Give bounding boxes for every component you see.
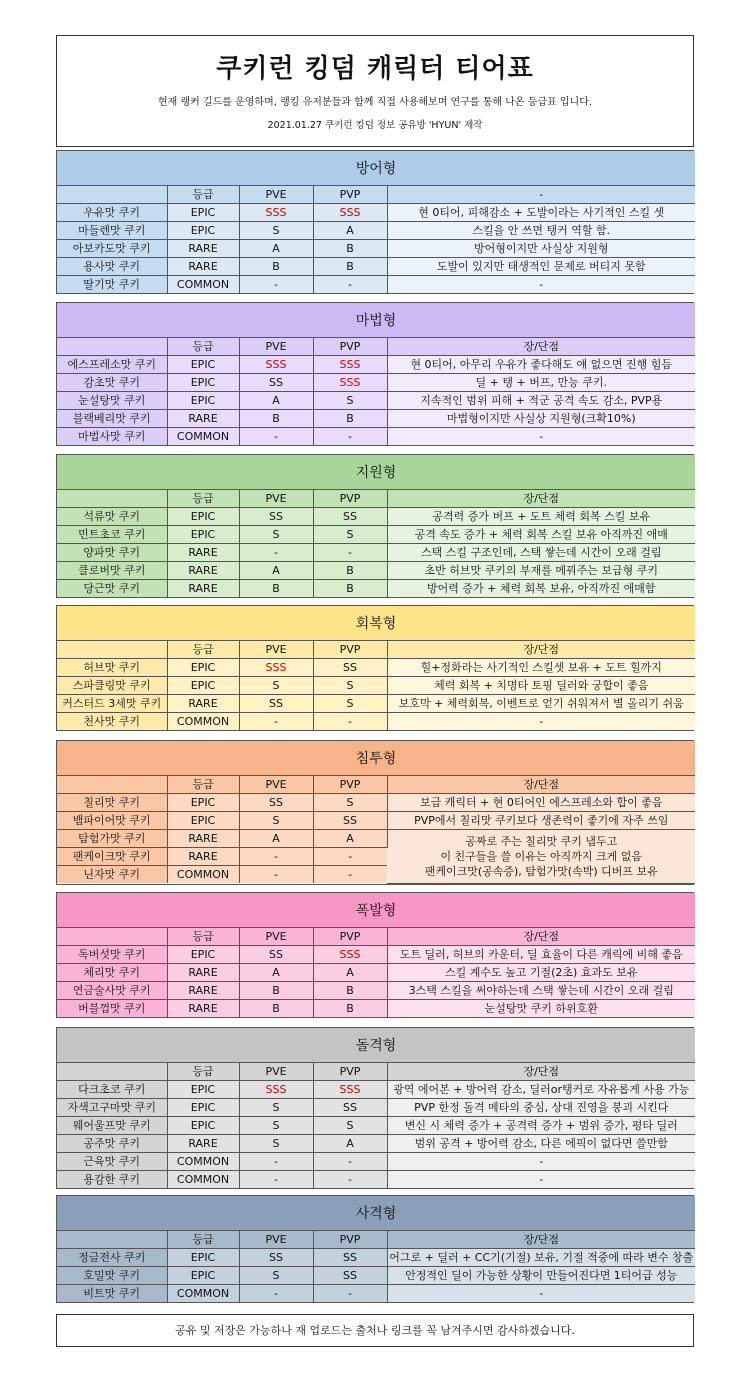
footer-note: 공유 및 저장은 가능하나 재 업로드는 출처나 링크를 꼭 남겨주시면 감사하겠습니다. <box>56 1314 694 1347</box>
table-row <box>57 428 695 446</box>
pve-cell: SSS <box>239 659 313 677</box>
grade-cell: RARE <box>167 240 239 258</box>
section-7 <box>56 1195 694 1303</box>
description-cell: 3스택 스킬을 써야하는데 스택 쌓는데 시간이 오래 걸림 <box>387 982 695 1000</box>
description-cell: 보호막 + 체력회복, 이벤트로 얻기 쉬워져서 별 올리기 쉬움 <box>387 695 695 713</box>
pvp-cell: SSS <box>313 204 387 222</box>
grade-cell: EPIC <box>167 526 239 544</box>
header-box <box>56 35 694 147</box>
description-cell: 스킬을 안 쓰면 탱커 역할 함. <box>387 222 695 240</box>
grade-cell: RARE <box>167 410 239 428</box>
cookie-name: 커스터드 3세맛 쿠키 <box>57 695 167 713</box>
cookie-name: 팬케이크맛 쿠키 <box>57 848 167 866</box>
table-row <box>57 964 695 982</box>
pvp-cell: SSS <box>313 1081 387 1099</box>
grade-header: 등급 <box>167 1063 239 1081</box>
table-row <box>57 222 695 240</box>
description-cell: - <box>387 428 695 446</box>
table-row <box>57 982 695 1000</box>
pvp-cell: B <box>313 240 387 258</box>
pve-cell: B <box>239 580 313 598</box>
description-cell: 스킬 계수도 높고 기절(2초) 효과도 보유 <box>387 964 695 982</box>
grade-cell: EPIC <box>167 1117 239 1135</box>
pve-cell: S <box>239 222 313 240</box>
section-title: 침투형 <box>57 741 695 776</box>
pvp-cell: B <box>313 410 387 428</box>
cookie-name: 허브맛 쿠키 <box>57 659 167 677</box>
pve-cell: A <box>239 562 313 580</box>
grade-cell: COMMON <box>167 428 239 446</box>
pvp-cell: - <box>313 1285 387 1303</box>
pvp-cell: A <box>313 830 387 848</box>
pve-cell: - <box>239 866 313 884</box>
pve-cell: - <box>239 276 313 294</box>
description-cell: - <box>387 1153 695 1171</box>
pve-header: PVE <box>239 928 313 946</box>
pvp-cell: S <box>313 392 387 410</box>
cookie-name: 용감한 쿠키 <box>57 1171 167 1189</box>
description-cell: 초반 허브맛 쿠키의 부재를 메꿔주는 보급형 쿠키 <box>387 562 695 580</box>
pvp-cell: - <box>313 544 387 562</box>
table-row <box>57 204 695 222</box>
description-cell: 방어력 증가 + 체력 회복 보유, 아직까진 애매함 <box>387 580 695 598</box>
tier-table <box>57 1028 695 1188</box>
grade-cell: EPIC <box>167 794 239 812</box>
pvp-cell: SS <box>313 1249 387 1267</box>
pve-cell: - <box>239 848 313 866</box>
cookie-name: 석류맛 쿠키 <box>57 508 167 526</box>
cookie-name: 칠리맛 쿠키 <box>57 794 167 812</box>
cookie-name: 눈설탕맛 쿠키 <box>57 392 167 410</box>
table-row <box>57 812 695 830</box>
cookie-name: 버블껌맛 쿠키 <box>57 1000 167 1018</box>
pvp-cell: S <box>313 794 387 812</box>
description-line: 이 친구들을 쓸 이유는 아직까지 크게 없음 <box>440 849 643 863</box>
pve-cell: SS <box>239 1249 313 1267</box>
grade-cell: RARE <box>167 848 239 866</box>
table-row <box>57 1099 695 1117</box>
pvp-cell: S <box>313 677 387 695</box>
name-header <box>57 490 167 508</box>
pvp-cell: A <box>313 964 387 982</box>
section-5 <box>56 892 694 1018</box>
section-3 <box>56 605 694 731</box>
pvp-cell: A <box>313 222 387 240</box>
grade-cell: COMMON <box>167 866 239 884</box>
tier-table <box>57 151 695 293</box>
pvp-cell: SSS <box>313 356 387 374</box>
description-cell: - <box>387 276 695 294</box>
grade-cell: RARE <box>167 964 239 982</box>
pve-cell: A <box>239 964 313 982</box>
column-header-row <box>57 338 695 356</box>
grade-cell: EPIC <box>167 374 239 392</box>
cookie-name: 체리맛 쿠키 <box>57 964 167 982</box>
pve-cell: B <box>239 258 313 276</box>
tier-table <box>57 1196 695 1302</box>
table-row <box>57 392 695 410</box>
column-header-row <box>57 186 695 204</box>
grade-cell: RARE <box>167 544 239 562</box>
pve-header: PVE <box>239 186 313 204</box>
table-row <box>57 1000 695 1018</box>
desc-header: 장/단점 <box>387 338 695 356</box>
cookie-name: 마들렌맛 쿠키 <box>57 222 167 240</box>
pvp-header: PVP <box>313 776 387 794</box>
name-header <box>57 641 167 659</box>
table-row <box>57 508 695 526</box>
cookie-name: 탐험가맛 쿠키 <box>57 830 167 848</box>
grade-cell: EPIC <box>167 204 239 222</box>
description-cell: - <box>387 1285 695 1303</box>
pvp-cell: B <box>313 580 387 598</box>
pvp-header: PVP <box>313 928 387 946</box>
pve-cell: - <box>239 1153 313 1171</box>
description-cell: 방어형이지만 사실상 지원형 <box>387 240 695 258</box>
section-title: 마법형 <box>57 303 695 338</box>
pvp-cell: - <box>313 866 387 884</box>
pve-cell: S <box>239 1099 313 1117</box>
description-cell: 현 0티어, 피해감소 + 도발이라는 사기적인 스킬 셋 <box>387 204 695 222</box>
pvp-cell: SS <box>313 812 387 830</box>
cookie-name: 자색고구마맛 쿠키 <box>57 1099 167 1117</box>
description-cell: 광역 에어본 + 방어력 감소, 딜러or탱커로 자유롭게 사용 가능 <box>387 1081 695 1099</box>
grade-header: 등급 <box>167 1231 239 1249</box>
grade-cell: EPIC <box>167 222 239 240</box>
table-row <box>57 1285 695 1303</box>
grade-cell: COMMON <box>167 713 239 731</box>
cookie-name: 다크초코 쿠키 <box>57 1081 167 1099</box>
cookie-name: 닌자맛 쿠키 <box>57 866 167 884</box>
pvp-cell: S <box>313 1117 387 1135</box>
table-row <box>57 374 695 392</box>
grade-cell: EPIC <box>167 1081 239 1099</box>
pvp-cell: B <box>313 562 387 580</box>
section-6 <box>56 1027 694 1189</box>
table-row <box>57 794 695 812</box>
pvp-header: PVP <box>313 1231 387 1249</box>
cookie-name: 연금술사맛 쿠키 <box>57 982 167 1000</box>
cookie-name: 클로버맛 쿠키 <box>57 562 167 580</box>
cookie-name: 호밀맛 쿠키 <box>57 1267 167 1285</box>
section-title: 돌격형 <box>57 1028 695 1063</box>
table-row <box>57 562 695 580</box>
description-cell: 지속적인 범위 피해 + 적군 공격 속도 감소, PVP용 <box>387 392 695 410</box>
grade-cell: RARE <box>167 258 239 276</box>
grade-cell: EPIC <box>167 812 239 830</box>
description-cell: 현 0티어, 아무리 우유가 좋다해도 얘 없으면 진행 힘듬 <box>387 356 695 374</box>
section-title: 지원형 <box>57 455 695 490</box>
tier-table <box>57 893 695 1017</box>
grade-cell: EPIC <box>167 508 239 526</box>
pvp-cell: - <box>313 276 387 294</box>
page-title: 쿠키런 킹덤 캐릭터 티어표 <box>216 54 534 84</box>
cookie-name: 마법사맛 쿠키 <box>57 428 167 446</box>
pve-cell: B <box>239 982 313 1000</box>
desc-header: 장/단점 <box>387 1063 695 1081</box>
pve-cell: SS <box>239 374 313 392</box>
table-row <box>57 1171 695 1189</box>
grade-header: 등급 <box>167 641 239 659</box>
desc-header: 장/단점 <box>387 490 695 508</box>
cookie-name: 비트맛 쿠키 <box>57 1285 167 1303</box>
grade-header: 등급 <box>167 928 239 946</box>
table-row <box>57 713 695 731</box>
table-row <box>57 1117 695 1135</box>
description-cell: 스택 스킬 구조인데, 스택 쌓는데 시간이 오래 걸림 <box>387 544 695 562</box>
pve-cell: S <box>239 812 313 830</box>
desc-header: 장/단점 <box>387 776 695 794</box>
tier-table <box>57 455 695 597</box>
grade-cell: EPIC <box>167 1249 239 1267</box>
description-cell: 도발이 있지만 태생적인 문제로 버티지 못함 <box>387 258 695 276</box>
cookie-name: 아보카도맛 쿠키 <box>57 240 167 258</box>
grade-cell: RARE <box>167 580 239 598</box>
pve-cell: - <box>239 1285 313 1303</box>
description-cell: 공격 속도 증가 + 체력 회복 스킬 보유 아직까진 애매 <box>387 526 695 544</box>
pvp-cell: S <box>313 695 387 713</box>
merged-description <box>387 830 695 884</box>
desc-header: 장/단점 <box>387 1231 695 1249</box>
table-row <box>57 410 695 428</box>
pvp-header: PVP <box>313 186 387 204</box>
section-4 <box>56 740 694 885</box>
cookie-name: 딸기맛 쿠키 <box>57 276 167 294</box>
table-row <box>57 526 695 544</box>
table-row <box>57 276 695 294</box>
description-cell: PVP에서 칠리맛 쿠키보다 생존력이 좋기에 자주 쓰임 <box>387 812 695 830</box>
page-subtitle: 현재 랭커 길드를 운영하며, 랭킹 유저분들과 함께 직접 사용해보며 연구를 통해 나온 등급표 입니다. <box>157 97 593 108</box>
pvp-cell: B <box>313 982 387 1000</box>
pvp-cell: SSS <box>313 374 387 392</box>
section-title: 회복형 <box>57 606 695 641</box>
cookie-name: 독버섯맛 쿠키 <box>57 946 167 964</box>
name-header <box>57 928 167 946</box>
description-cell: - <box>387 1171 695 1189</box>
grade-header: 등급 <box>167 776 239 794</box>
pvp-cell: SS <box>313 659 387 677</box>
table-row <box>57 677 695 695</box>
description-cell: 체력 회복 + 치명타 토핑 딜러와 궁합이 좋음 <box>387 677 695 695</box>
name-header <box>57 776 167 794</box>
name-header <box>57 186 167 204</box>
section-title: 폭발형 <box>57 893 695 928</box>
table-row <box>57 1135 695 1153</box>
pvp-cell: - <box>313 1171 387 1189</box>
pvp-header: PVP <box>313 490 387 508</box>
cookie-name: 스파클링맛 쿠키 <box>57 677 167 695</box>
grade-cell: RARE <box>167 830 239 848</box>
section-2 <box>56 454 694 598</box>
description-cell: 눈설탕맛 쿠키 하위호환 <box>387 1000 695 1018</box>
cookie-name: 양파맛 쿠키 <box>57 544 167 562</box>
table-row <box>57 695 695 713</box>
cookie-name: 에스프레소맛 쿠키 <box>57 356 167 374</box>
column-header-row <box>57 1231 695 1249</box>
grade-cell: RARE <box>167 562 239 580</box>
tier-table <box>57 741 695 884</box>
table-row <box>57 240 695 258</box>
grade-cell: COMMON <box>167 1153 239 1171</box>
table-row <box>57 659 695 677</box>
pvp-header: PVP <box>313 641 387 659</box>
cookie-name: 민트초코 쿠키 <box>57 526 167 544</box>
table-row <box>57 1267 695 1285</box>
table-row <box>57 258 695 276</box>
table-row <box>57 356 695 374</box>
cookie-name: 웨어울프맛 쿠키 <box>57 1117 167 1135</box>
pvp-cell: B <box>313 1000 387 1018</box>
table-row <box>57 1153 695 1171</box>
grade-cell: EPIC <box>167 946 239 964</box>
cookie-name: 당근맛 쿠키 <box>57 580 167 598</box>
pve-cell: - <box>239 713 313 731</box>
section-1 <box>56 302 694 446</box>
column-header-row <box>57 1063 695 1081</box>
pve-header: PVE <box>239 338 313 356</box>
pve-cell: - <box>239 544 313 562</box>
pve-cell: A <box>239 240 313 258</box>
pve-cell: S <box>239 677 313 695</box>
description-cell: PVP 한정 돌격 메타의 중심, 상대 진영을 붕괴 시킨다 <box>387 1099 695 1117</box>
section-0 <box>56 150 694 294</box>
column-header-row <box>57 641 695 659</box>
column-header-row <box>57 928 695 946</box>
desc-header: 장/단점 <box>387 928 695 946</box>
grade-cell: EPIC <box>167 659 239 677</box>
grade-cell: EPIC <box>167 1267 239 1285</box>
pvp-header: PVP <box>313 338 387 356</box>
cookie-name: 용사맛 쿠키 <box>57 258 167 276</box>
tier-table <box>57 303 695 445</box>
pve-header: PVE <box>239 1063 313 1081</box>
pvp-cell: - <box>313 1153 387 1171</box>
table-row <box>57 580 695 598</box>
grade-cell: RARE <box>167 695 239 713</box>
pve-cell: SSS <box>239 1081 313 1099</box>
table-row <box>57 1249 695 1267</box>
table-row <box>57 830 695 848</box>
pve-cell: - <box>239 1171 313 1189</box>
pvp-header: PVP <box>313 1063 387 1081</box>
section-title: 방어형 <box>57 151 695 186</box>
description-line: 공짜로 주는 칠리맛 쿠키 냅두고 <box>465 834 618 848</box>
pve-cell: S <box>239 1117 313 1135</box>
pve-cell: S <box>239 526 313 544</box>
pve-cell: B <box>239 410 313 428</box>
grade-cell: EPIC <box>167 677 239 695</box>
grade-cell: EPIC <box>167 356 239 374</box>
grade-cell: COMMON <box>167 1171 239 1189</box>
pvp-cell: B <box>313 258 387 276</box>
desc-header: - <box>387 186 695 204</box>
cookie-name: 우유맛 쿠키 <box>57 204 167 222</box>
pve-cell: SS <box>239 794 313 812</box>
grade-cell: COMMON <box>167 276 239 294</box>
pvp-cell: S <box>313 526 387 544</box>
name-header <box>57 338 167 356</box>
pve-cell: B <box>239 1000 313 1018</box>
pve-cell: A <box>239 830 313 848</box>
pvp-cell: SS <box>313 1267 387 1285</box>
grade-header: 등급 <box>167 186 239 204</box>
grade-cell: EPIC <box>167 392 239 410</box>
pvp-cell: - <box>313 713 387 731</box>
grade-header: 등급 <box>167 490 239 508</box>
pvp-cell: - <box>313 428 387 446</box>
description-cell: 안정적인 딜이 가능한 상황이 만들어진다면 1티어급 성능 <box>387 1267 695 1285</box>
cookie-name: 뱀파이어맛 쿠키 <box>57 812 167 830</box>
table-row <box>57 946 695 964</box>
section-title: 사격형 <box>57 1196 695 1231</box>
cookie-name: 공주맛 쿠키 <box>57 1135 167 1153</box>
grade-cell: RARE <box>167 982 239 1000</box>
pvp-cell: SSS <box>313 946 387 964</box>
pvp-cell: SS <box>313 1099 387 1117</box>
pve-header: PVE <box>239 1231 313 1249</box>
pve-header: PVE <box>239 490 313 508</box>
pvp-cell: - <box>313 848 387 866</box>
cookie-name: 블랙베리맛 쿠키 <box>57 410 167 428</box>
table-row <box>57 1081 695 1099</box>
description-cell: 공격력 증가 버프 + 도트 체력 회복 스킬 보유 <box>387 508 695 526</box>
pve-cell: S <box>239 1267 313 1285</box>
pvp-cell: A <box>313 1135 387 1153</box>
pve-cell: SS <box>239 508 313 526</box>
tier-table <box>57 606 695 730</box>
description-cell: 보급 캐릭터 + 현 0티어인 에스프레소와 합이 좋음 <box>387 794 695 812</box>
pve-cell: S <box>239 1135 313 1153</box>
desc-header: 장/단점 <box>387 641 695 659</box>
pve-cell: SSS <box>239 356 313 374</box>
description-cell: 변신 시 체력 증가 + 공격력 증가 + 범위 증가, 평타 딜러 <box>387 1117 695 1135</box>
page-credit: 2021.01.27 쿠키런 킹덤 정보 공유방 'HYUN' 제작 <box>267 120 483 131</box>
name-header <box>57 1231 167 1249</box>
column-header-row <box>57 776 695 794</box>
grade-header: 등급 <box>167 338 239 356</box>
description-cell: 딜 + 탱 + 버프, 만능 쿠키. <box>387 374 695 392</box>
pve-cell: SSS <box>239 204 313 222</box>
pve-header: PVE <box>239 641 313 659</box>
grade-cell: COMMON <box>167 1285 239 1303</box>
description-cell: 범위 공격 + 방어력 감소, 다른 에픽이 없다면 쓸만함 <box>387 1135 695 1153</box>
cookie-name: 천사맛 쿠키 <box>57 713 167 731</box>
pve-cell: SS <box>239 946 313 964</box>
description-cell: 마법형이지만 사실상 지원형(크확10%) <box>387 410 695 428</box>
column-header-row <box>57 490 695 508</box>
pve-header: PVE <box>239 776 313 794</box>
grade-cell: RARE <box>167 1135 239 1153</box>
cookie-name: 감초맛 쿠키 <box>57 374 167 392</box>
description-cell: - <box>387 713 695 731</box>
name-header <box>57 1063 167 1081</box>
pve-cell: A <box>239 392 313 410</box>
pve-cell: SS <box>239 695 313 713</box>
description-cell: 힐+정화라는 사기적인 스킬셋 보유 + 도트 힐까지 <box>387 659 695 677</box>
description-cell: 도트 딜러, 허브의 카운터, 딜 효율이 다른 캐릭에 비해 좋음 <box>387 946 695 964</box>
cookie-name: 정글전사 쿠키 <box>57 1249 167 1267</box>
description-cell: 어그로 + 딜러 + CC기(기절) 보유, 기절 적중에 따라 변수 창출 <box>387 1249 695 1267</box>
grade-cell: RARE <box>167 1000 239 1018</box>
pvp-cell: SS <box>313 508 387 526</box>
cookie-name: 근육맛 쿠키 <box>57 1153 167 1171</box>
pve-cell: - <box>239 428 313 446</box>
table-row <box>57 544 695 562</box>
description-line: 팬케이크맛(공속증), 탐험가맛(속박) 디버프 보유 <box>424 864 658 878</box>
grade-cell: EPIC <box>167 1099 239 1117</box>
